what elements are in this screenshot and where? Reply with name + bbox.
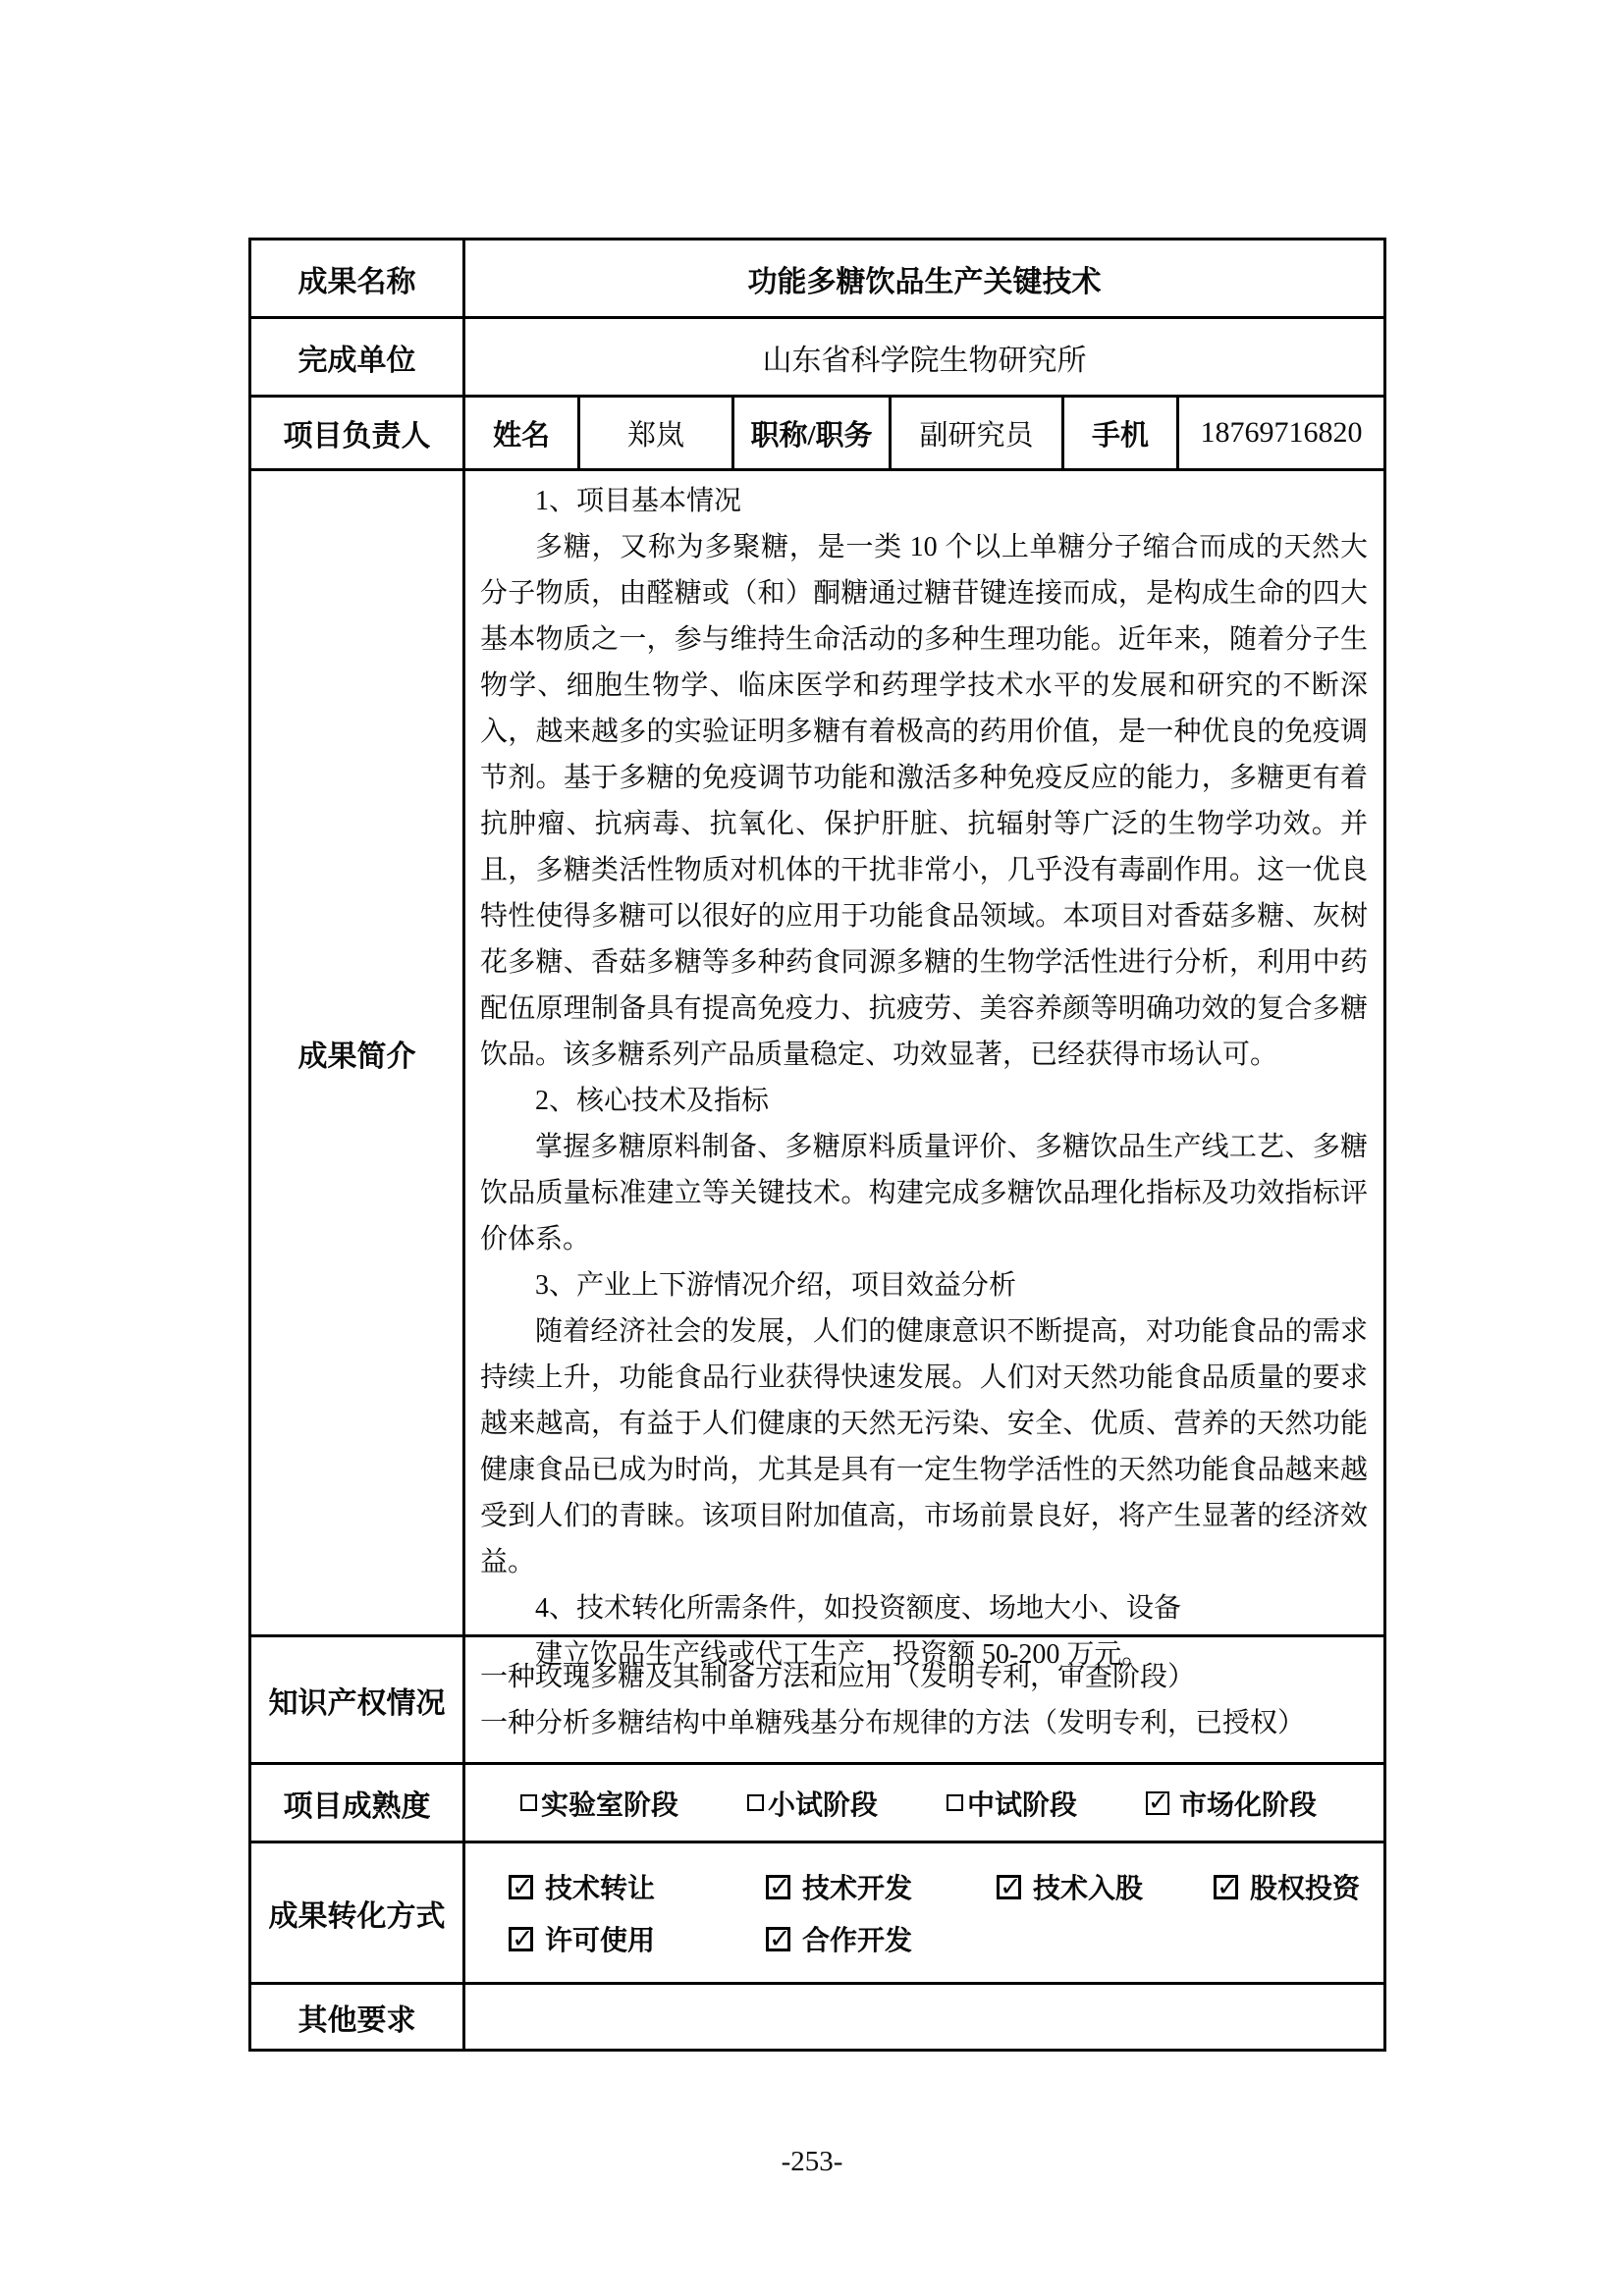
transform-option-label: 股权投资 — [1250, 1874, 1361, 1904]
maturity-option-label: 实验室阶段 — [541, 1789, 679, 1821]
checkbox-checked-icon — [997, 1875, 1021, 1899]
leader-name-label: 姓名 — [462, 398, 577, 468]
leader-phone-value: 18769716820 — [1176, 398, 1383, 468]
transform-option-label: 技术开发 — [802, 1874, 913, 1904]
transform-option-tech-transfer — [509, 1867, 766, 1906]
summary-paragraph: 1、项目基本情况 — [535, 486, 742, 516]
completing-unit-value: 山东省科学院生物研究所 — [462, 319, 1383, 395]
transform-option-tech-shares — [997, 1867, 1214, 1906]
checkbox-checked-icon — [766, 1875, 790, 1899]
project-leader-label: 项目负责人 — [283, 420, 431, 453]
transform-option-label: 许可使用 — [545, 1926, 656, 1956]
transform-option-tech-develop — [766, 1867, 997, 1906]
maturity-options — [462, 1765, 1383, 1841]
maturity-option-label: 中试阶段 — [967, 1789, 1078, 1821]
checkbox-checked-icon — [1146, 1791, 1169, 1815]
maturity-option-lab — [520, 1784, 678, 1823]
summary-paragraph: 4、技术转化所需条件，如投资额度、场地大小、设备 — [535, 1593, 1182, 1624]
summary-paragraph: 建立饮品生产线或代工生产，投资额 50-200 万元。 — [535, 1639, 1150, 1670]
transform-options-line1 — [509, 1867, 1383, 1906]
summary-paragraph: 掌握多糖原料制备、多糖原料质量评价、多糖饮品生产线工艺、多糖饮品质量标准建立等关键技术。构建完成多糖饮品理化指标及功效指标评价体系。 — [480, 1132, 1368, 1255]
achievement-name-value: 功能多糖饮品生产关键技术 — [462, 240, 1383, 316]
transform-option-equity-invest — [1214, 1867, 1383, 1906]
achievement-form-table — [248, 238, 1386, 2052]
ip-line: 一种玫瑰多糖及其制备方法和应用（发明专利，审查阶段） — [480, 1661, 1196, 1692]
checkbox-icon — [520, 1794, 537, 1811]
transform-methods-label: 成果转化方式 — [268, 1899, 446, 1933]
row-project-leader — [251, 395, 1383, 468]
maturity-option-small-test — [747, 1784, 878, 1823]
leader-phone-label: 手机 — [1061, 398, 1176, 468]
transform-option-label: 技术入股 — [1033, 1874, 1144, 1904]
checkbox-checked-icon — [509, 1927, 533, 1951]
transform-options — [462, 1843, 1383, 1982]
page-number: -253- — [781, 2146, 843, 2177]
summary-text — [462, 471, 1383, 1670]
maturity-option-label: 市场化阶段 — [1179, 1789, 1318, 1821]
summary-paragraph: 2、核心技术及指标 — [535, 1086, 770, 1116]
ip-status-lines — [462, 1637, 1383, 1762]
achievement-name-label: 成果名称 — [298, 265, 416, 298]
summary-paragraph: 3、产业上下游情况介绍，项目效益分析 — [535, 1270, 1017, 1301]
transform-option-license — [509, 1919, 766, 1958]
row-transform-methods — [251, 1841, 1383, 1982]
transform-option-cooperate — [766, 1919, 997, 1958]
transform-option-label: 合作开发 — [802, 1926, 913, 1956]
row-achievement-name — [251, 240, 1383, 316]
maturity-option-market — [1146, 1784, 1317, 1823]
checkbox-checked-icon — [509, 1875, 533, 1899]
row-ip-status — [251, 1634, 1383, 1762]
leader-name-value: 郑岚 — [577, 398, 731, 468]
row-maturity — [251, 1762, 1383, 1841]
leader-title-label: 职称/职务 — [731, 398, 889, 468]
summary-paragraph: 随着经济社会的发展，人们的健康意识不断提高，对功能食品的需求持续上升，功能食品行业获得快速发展。人们对天然功能食品质量的要求越来越高，有益于人们健康的天然无污染、安全、优质、营养的天然功能健康食品已成为时尚，尤其是具有一定生物学活性的天然功能食品越来越受到人们的青睐。该项目附加值高，市场前景良好，将产生显著的经济效益。 — [480, 1316, 1368, 1577]
row-other-requirements — [251, 1982, 1383, 2049]
ip-status-label: 知识产权情况 — [268, 1686, 446, 1720]
ip-line: 一种分析多糖结构中单糖残基分布规律的方法（发明专利，已授权） — [480, 1707, 1306, 1738]
maturity-label: 项目成熟度 — [283, 1789, 431, 1823]
checkbox-icon — [947, 1794, 963, 1811]
summary-label: 成果简介 — [298, 1040, 416, 1073]
completing-unit-label: 完成单位 — [298, 344, 416, 377]
maturity-option-label: 小试阶段 — [768, 1789, 879, 1821]
checkbox-icon — [747, 1794, 764, 1811]
other-requirements-value — [462, 1985, 1383, 2049]
row-completing-unit — [251, 316, 1383, 395]
summary-paragraph: 多糖，又称为多聚糖，是一类 10 个以上单糖分子缩合而成的天然大分子物质，由醛糖或（和）酮糖通过糖苷键连接而成，是构成生命的四大基本物质之一，参与维持生命活动的多种生理功能。近年来，随着分子生物学、细胞生物学、临床医学和药理学技术水平的发展和研究的不断深入，越来越多的实验证明多糖有着极高的药用价值，是一种优良的免疫调节剂。基于多糖的免疫调节功能和激活多种免疫反应的能力，多糖更有着抗肿瘤、抗病毒、抗氧化、保护肝脏、抗辐射等广泛的生物学功效。并且，多糖类活性物质对机体的干扰非常小，几乎没有毒副作用。这一优良特性使得多糖可以很好的应用于功能食品领域。本项目对香菇多糖、灰树花多糖、香菇多糖等多种药食同源多糖的生物学活性进行分析，利用中药配伍原理制备具有提高免疫力、抗疲劳、美容养颜等明确功效的复合多糖饮品。该多糖系列产品质量稳定、功效显著，已经获得市场认可。 — [480, 532, 1368, 1070]
maturity-option-pilot — [947, 1784, 1077, 1823]
row-summary — [251, 468, 1383, 1670]
other-requirements-label: 其他要求 — [298, 2003, 416, 2037]
leader-title-value: 副研究员 — [889, 398, 1061, 468]
transform-option-label: 技术转让 — [545, 1874, 656, 1904]
checkbox-checked-icon — [766, 1927, 790, 1951]
transform-options-line2 — [509, 1919, 1383, 1958]
checkbox-checked-icon — [1214, 1875, 1238, 1899]
